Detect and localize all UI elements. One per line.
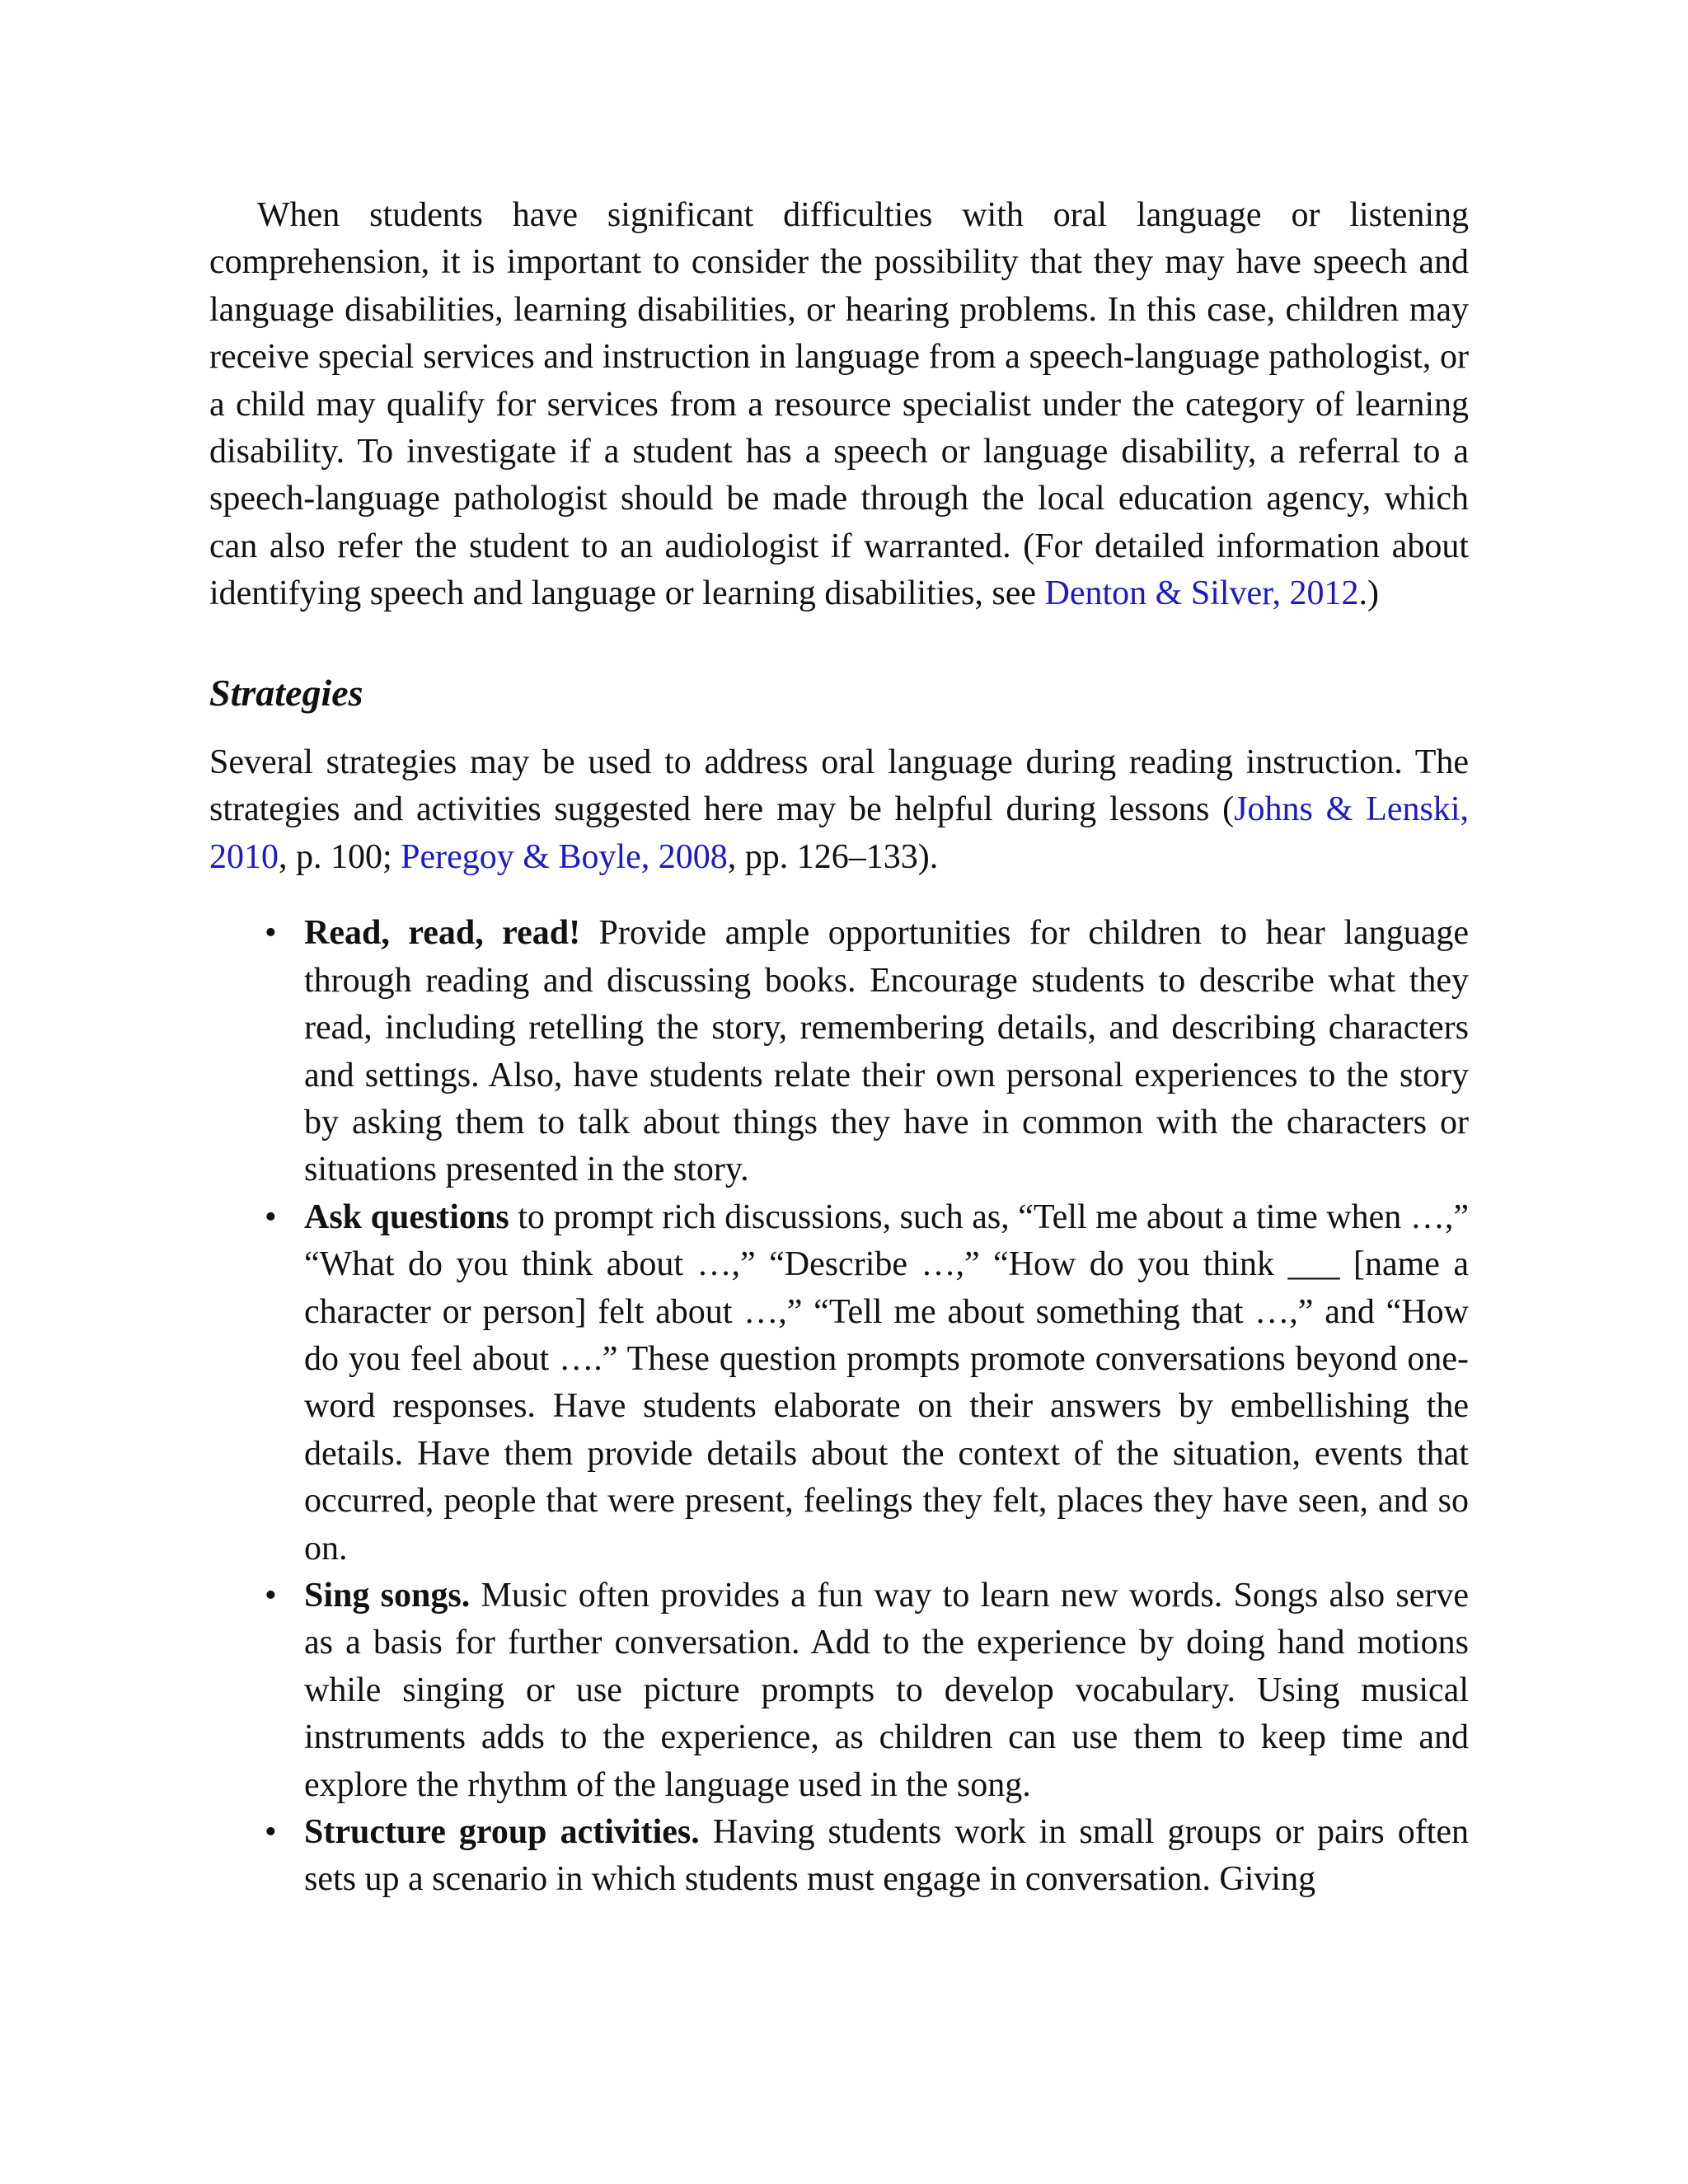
list-item: [265, 1809, 1470, 1904]
strategies-list: [209, 910, 1469, 1904]
list-item-text: Having students work in small groups or pairs often sets up a scenario in which students must engage in conversation. Giving: [304, 1813, 1470, 1899]
citation-link-peregoy-boyle[interactable]: Peregoy & Boyle, 2008: [401, 837, 728, 876]
intro-paragraph: [209, 192, 1469, 618]
list-item-title: Ask questions: [304, 1197, 509, 1236]
citation-link-denton-silver[interactable]: Denton & Silver, 2012: [1044, 574, 1359, 613]
bullet-icon: •: [265, 914, 277, 953]
list-item-title: Sing songs.: [304, 1576, 471, 1615]
bullet-icon: •: [265, 1813, 277, 1851]
bullet-icon: •: [265, 1197, 277, 1236]
list-item-text: Provide ample opportunities for children to hear language through reading and discussing books. Encourage students to describe what they read, including retelling the story, remembering details, and describing characters and settings. Also, have students relate their own personal experiences to the story by asking them to talk about things they have in common with the characters or situations presented in the story.: [304, 914, 1469, 1189]
lead-text-3: , pp. 126–133).: [727, 837, 939, 876]
bullet-icon: •: [265, 1576, 277, 1615]
list-item-title: Read, read, read!: [304, 914, 581, 953]
citation-link-johns-lenski[interactable]: Johns & Lenski, 2010: [209, 790, 1469, 876]
section-heading-strategies: Strategies: [209, 671, 363, 714]
intro-closing: .): [1358, 574, 1379, 613]
list-item-text: Music often provides a fun way to learn new words. Songs also serve as a basis for further conversation. Add to the experience by doing hand motions while singing or use picture prompts to develop vocabulary. Using musical instruments adds to the experience, as children can use them to keep time and explore the rhythm of the language used in the song.: [304, 1576, 1469, 1804]
lead-text-1: Several strategies may be used to address oral language during reading instruction. The strategies and activities suggested here may be helpful during lessons (: [209, 743, 1469, 829]
list-item: [265, 1572, 1469, 1809]
strategies-lead-paragraph: [209, 739, 1469, 881]
intro-text: When students have significant difficulties with oral language or listening comprehension, it is important to consider the possibility that they may have speech and language disabilities, learning disabilities, or hearing problems. In this case, children may receive special services and instruction in language from a speech-language pathologist, or a child may qualify for services from a resource specialist under the category of learning disability. To investigate if a student has a speech or language disability, a referral to a speech-language pathologist should be made through the local education agency, which can also refer the student to an audiologist if warranted. (For detailed information about identifying speech and language or learning disabilities, see: [209, 196, 1469, 613]
list-item-text: to prompt rich discussions, such as, “Tell me about a time when …,” “What do you think about …,” “Describe …,” “How do you think ___ [name a character or person] felt about …,” “Tell me about something that …,” and “How do you feel about ….” These question prompts promote conversations beyond one-word responses. Have students elaborate on their answers by embellishing the details. Have them provide details about the context of the situation, events that occurred, people that were present, feelings they felt, places they have seen, and so on.: [304, 1197, 1469, 1568]
page-content: [209, 192, 1469, 1904]
lead-text-2: , p. 100;: [279, 837, 401, 876]
list-item-title: Structure group activities.: [304, 1813, 700, 1851]
list-item: [265, 910, 1469, 1193]
list-item: [265, 1194, 1469, 1572]
